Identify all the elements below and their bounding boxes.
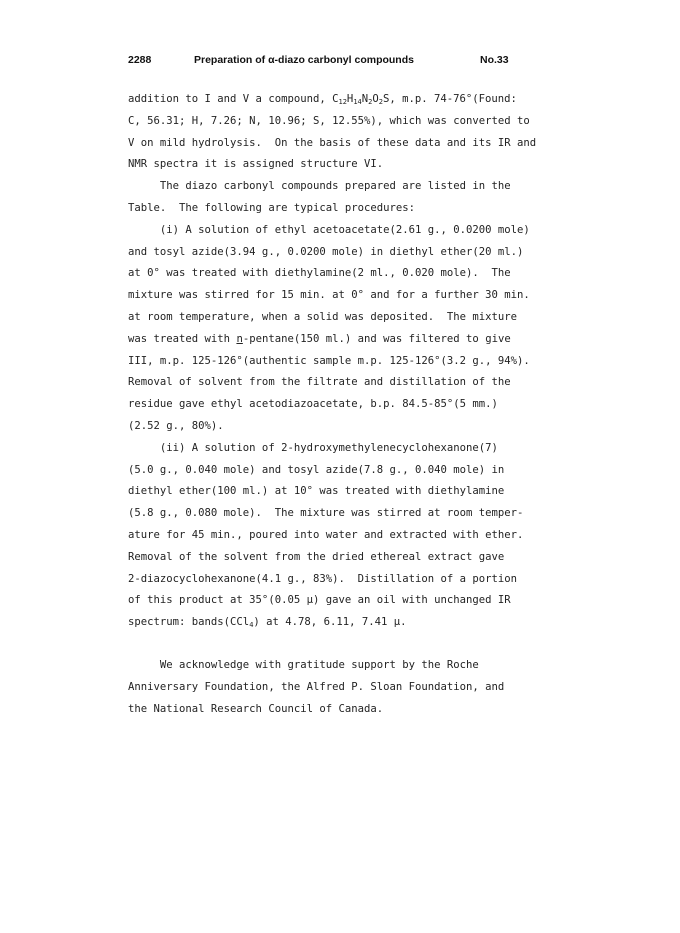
text-segment: Removal of solvent from the filtrate and distillation of the bbox=[128, 376, 511, 389]
text-segment: ature for 45 min., poured into water and extracted with ether. bbox=[128, 528, 524, 541]
running-header bbox=[128, 54, 528, 70]
text-line bbox=[128, 242, 528, 264]
text-segment: H bbox=[346, 93, 354, 105]
acknowledgment-line: the National Research Council of Canada. bbox=[128, 702, 384, 715]
page-number: 2288 bbox=[128, 54, 152, 66]
text-line bbox=[128, 133, 537, 155]
text-segment: was treated with bbox=[128, 332, 237, 345]
text-segment: The diazo carbonyl compounds prepared are listed in the bbox=[128, 180, 511, 193]
text-segment: spectrum: bands(CCl bbox=[128, 616, 250, 629]
text-segment: residue gave ethyl acetodiazoacetate, b.p. 84.5-85°(5 mm.) bbox=[128, 398, 498, 411]
text-segment: (5.8 g., 0.080 mole). The mixture was stirred at room temper- bbox=[128, 507, 524, 520]
text-segment: O bbox=[372, 93, 379, 105]
text-segment: addition to I and V a compound, C bbox=[128, 93, 339, 105]
text-segment: V on mild hydrolysis. On the basis of these data and its IR and bbox=[128, 136, 537, 149]
text-segment: III, m.p. 125-126°(authentic sample m.p. 125-126°(3.2 g., 94%). bbox=[128, 354, 530, 367]
subscript: 2 bbox=[368, 98, 373, 106]
text-line bbox=[128, 351, 528, 373]
text-segment: and tosyl azide(3.94 g., 0.0200 mole) in diethyl ether(20 ml.) bbox=[128, 245, 524, 258]
text-line bbox=[128, 525, 528, 547]
text-line bbox=[128, 372, 528, 394]
text-segment: NMR spectra it is assigned structure VI. bbox=[128, 158, 384, 171]
text-segment: n bbox=[236, 332, 243, 345]
text-line bbox=[128, 111, 528, 133]
text-segment: Removal of the solvent from the dried ethereal extract gave bbox=[128, 550, 505, 563]
text-segment: (2.52 g., 80%). bbox=[128, 419, 224, 432]
text-segment: at 0° was treated with diethylamine(2 ml., 0.020 mole). The bbox=[128, 267, 511, 280]
text-line bbox=[128, 89, 528, 111]
text-segment: mixture was stirred for 15 min. at 0° and for a further 30 min. bbox=[128, 289, 530, 302]
subscript: 2 bbox=[378, 98, 383, 106]
paragraph-gap bbox=[128, 634, 528, 655]
text-line bbox=[128, 590, 528, 612]
text-segment: N bbox=[361, 93, 369, 105]
text-segment: 2-diazocyclohexanone(4.1 g., 83%). Distillation of a portion bbox=[128, 572, 518, 585]
subscript: 12 bbox=[338, 98, 347, 106]
text-line bbox=[128, 481, 528, 503]
issue-number: No.33 bbox=[480, 54, 509, 66]
running-title: Preparation of α-diazo carbonyl compounds bbox=[194, 54, 414, 66]
body-text bbox=[128, 89, 537, 720]
text-line bbox=[128, 329, 528, 351]
text-segment: (5.0 g., 0.040 mole) and tosyl azide(7.8 g., 0.040 mole) in bbox=[128, 463, 505, 476]
text-line bbox=[128, 220, 528, 242]
acknowledgment-line: Anniversary Foundation, the Alfred P. Sloan Foundation, and bbox=[128, 680, 505, 693]
text-line bbox=[128, 438, 528, 460]
text-line bbox=[128, 154, 528, 176]
main-paragraphs bbox=[128, 89, 537, 634]
text-line bbox=[128, 394, 528, 416]
text-line bbox=[128, 569, 528, 591]
subscript: 14 bbox=[353, 98, 362, 106]
text-line bbox=[128, 263, 528, 285]
acknowledgment-line: We acknowledge with gratitude support by the Roche bbox=[128, 658, 479, 671]
text-segment: Table. The following are typical procedures: bbox=[128, 201, 416, 214]
text-segment: of this product at 35°(0.05 μ) gave an oil with unchanged IR bbox=[128, 594, 511, 607]
text-segment: -pentane(150 ml.) and was filtered to give bbox=[242, 332, 511, 345]
text-segment: ) at 4.78, 6.11, 7.41 μ. bbox=[253, 616, 407, 629]
text-line bbox=[128, 460, 528, 482]
text-line bbox=[128, 503, 528, 525]
text-line bbox=[128, 285, 528, 307]
acknowledgment bbox=[128, 655, 528, 720]
text-line bbox=[128, 307, 528, 329]
text-segment: C, 56.31; H, 7.26; N, 10.96; S, 12.55%), which was converted to bbox=[128, 114, 530, 127]
text-line bbox=[128, 176, 528, 198]
text-segment: (i) A solution of ethyl acetoacetate(2.61 g., 0.0200 mole) bbox=[128, 223, 530, 236]
text-segment: diethyl ether(100 ml.) at 10° was treated with diethylamine bbox=[128, 485, 505, 498]
text-segment: S, m.p. 74-76°(Found: bbox=[382, 93, 517, 105]
text-line bbox=[128, 547, 528, 569]
text-segment: at room temperature, when a solid was deposited. The mixture bbox=[128, 310, 518, 323]
text-line bbox=[128, 612, 528, 634]
subscript: 4 bbox=[249, 621, 254, 630]
text-segment: (ii) A solution of 2-hydroxymethylenecyclohexanone(7) bbox=[128, 441, 498, 454]
text-line bbox=[128, 198, 528, 220]
text-line bbox=[128, 416, 528, 438]
